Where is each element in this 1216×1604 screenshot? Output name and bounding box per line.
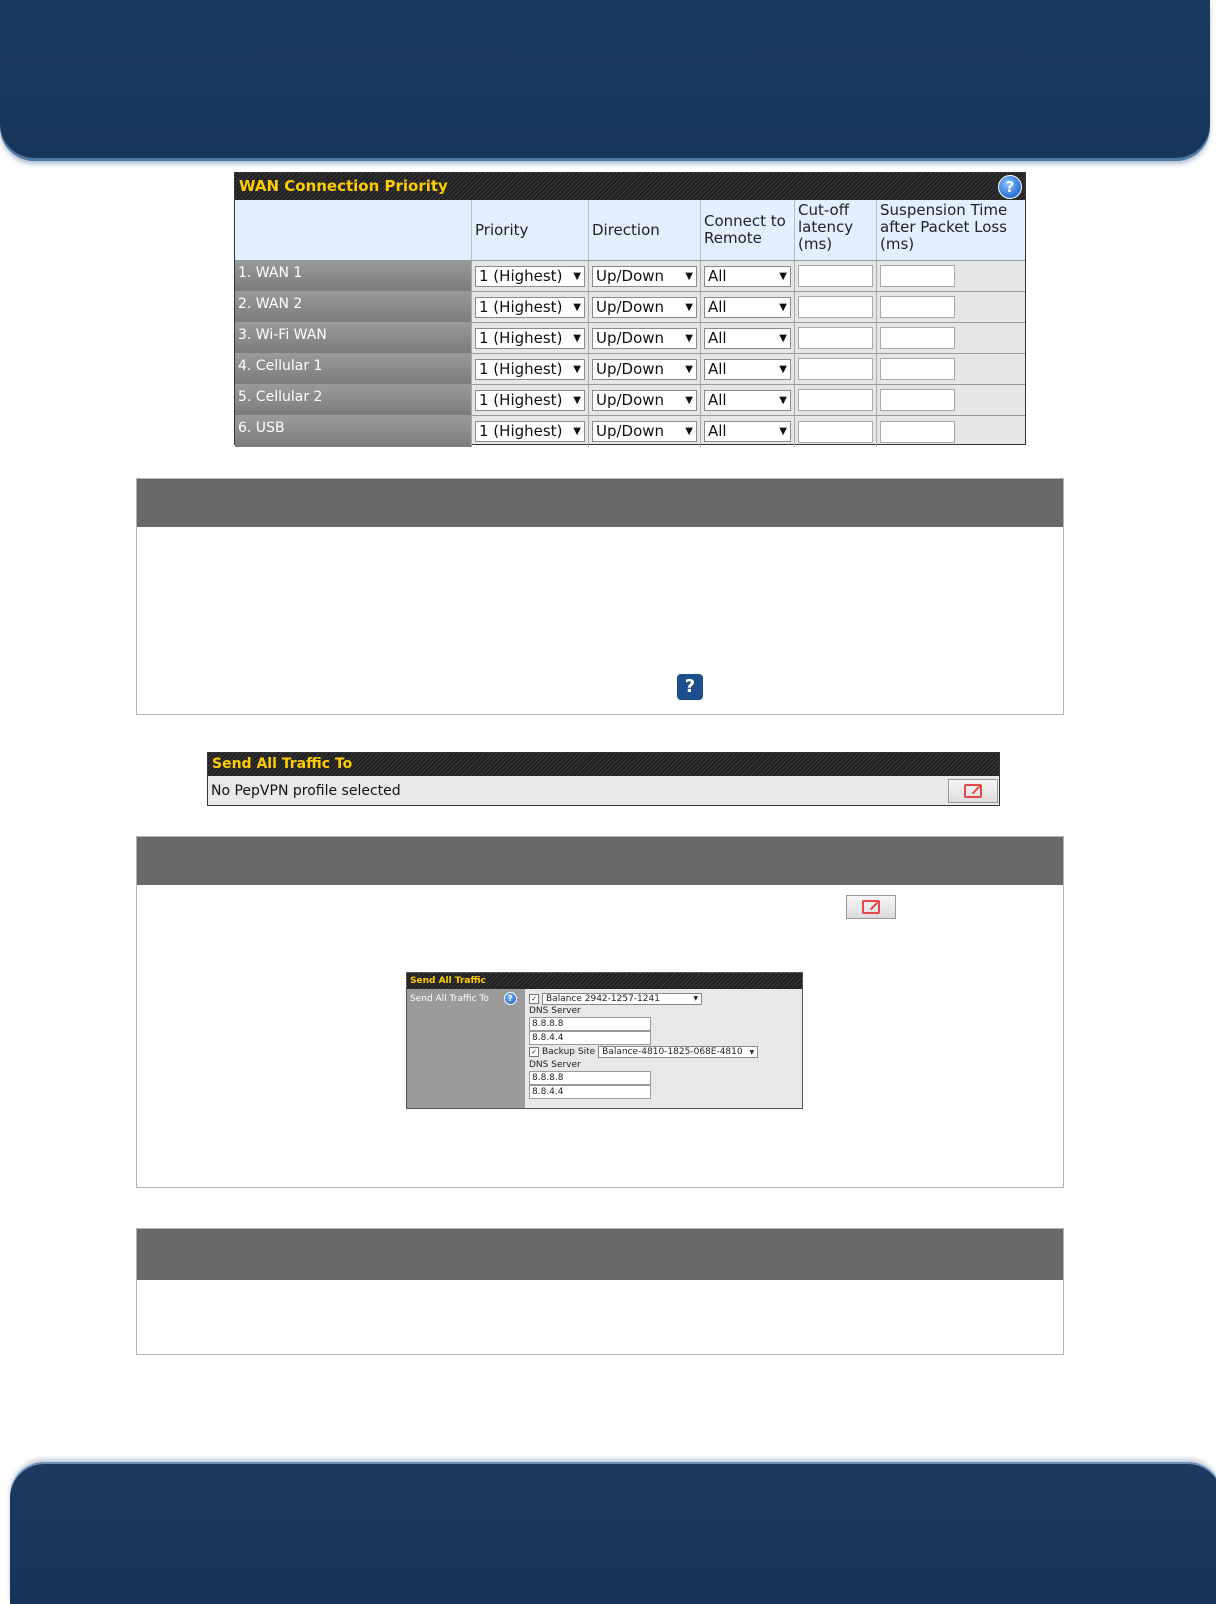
latency-input[interactable] (798, 296, 873, 318)
mini-backup-dns1: 8.8.8.8 (529, 1071, 651, 1085)
connect-select[interactable] (704, 328, 791, 349)
info-panel-1-header (137, 479, 1063, 527)
mini-title: Send All Traffic (407, 973, 802, 989)
latency-cell (794, 261, 876, 291)
column-header-latency: Cut-off latency (ms) (794, 200, 876, 260)
priority-select[interactable] (475, 297, 585, 318)
chevron-down-icon: ▼ (685, 301, 693, 313)
chevron-down-icon: ▼ (779, 301, 787, 313)
direction-select[interactable] (592, 359, 697, 380)
latency-input[interactable] (798, 327, 873, 349)
table-row (235, 416, 1025, 447)
latency-cell (794, 354, 876, 384)
chevron-down-icon: ▼ (573, 426, 581, 437)
chevron-down-icon: ▼ (779, 394, 787, 406)
info-panel-1 (136, 478, 1064, 715)
direction-value: Up/Down (596, 266, 665, 285)
column-header-direction: Direction (588, 200, 700, 260)
priority-cell (471, 292, 588, 322)
priority-cell (471, 261, 588, 291)
help-icon[interactable]: ? (998, 175, 1022, 199)
direction-select[interactable] (592, 421, 697, 442)
mini-backup-label: Backup Site (542, 1047, 596, 1057)
wan-priority-title-bar (235, 173, 1025, 200)
suspension-input[interactable] (880, 265, 955, 287)
suspension-cell (876, 323, 1025, 353)
priority-cell (471, 354, 588, 384)
chevron-down-icon: ▼ (779, 426, 787, 437)
direction-cell (588, 292, 700, 322)
chevron-down-icon: ▼ (573, 301, 581, 313)
connect-cell (700, 354, 794, 384)
column-header-name (235, 200, 471, 260)
latency-input[interactable] (798, 265, 873, 287)
mini-label-cell (407, 989, 525, 1108)
mini-dns-label: DNS Server (529, 1006, 581, 1016)
mini-profile-value: Balance 2942-1257-1241 (546, 993, 660, 1004)
chevron-down-icon: ▼ (693, 995, 698, 1002)
direction-value: Up/Down (596, 297, 665, 316)
check-icon: ✓ (529, 1047, 539, 1057)
wan-name: 3. Wi-Fi WAN (235, 323, 471, 353)
chevron-down-icon: ▼ (685, 270, 693, 282)
priority-value: 1 (Highest) (479, 328, 563, 347)
chevron-down-icon: ▼ (749, 1048, 755, 1056)
connect-select[interactable] (704, 266, 791, 287)
direction-cell (588, 323, 700, 353)
direction-value: Up/Down (596, 328, 665, 347)
chevron-down-icon: ▼ (685, 332, 693, 344)
connect-cell (700, 385, 794, 415)
priority-select[interactable] (475, 266, 585, 287)
edit-icon (862, 900, 880, 914)
direction-select[interactable] (592, 266, 697, 287)
direction-select[interactable] (592, 390, 697, 411)
latency-cell (794, 385, 876, 415)
wan-name: 5. Cellular 2 (235, 385, 471, 415)
mini-value-cell (526, 989, 802, 1108)
latency-input[interactable] (798, 358, 873, 380)
wan-name: 4. Cellular 1 (235, 354, 471, 384)
suspension-input[interactable] (880, 327, 955, 349)
priority-select[interactable] (475, 421, 585, 442)
priority-value: 1 (Highest) (479, 422, 563, 440)
priority-value: 1 (Highest) (479, 390, 563, 409)
direction-cell (588, 354, 700, 384)
table-row (235, 385, 1025, 416)
check-icon: ✓ (529, 994, 539, 1004)
chevron-down-icon: ▼ (779, 363, 787, 375)
connect-cell (700, 323, 794, 353)
priority-cell (471, 385, 588, 415)
latency-cell (794, 416, 876, 447)
suspension-cell (876, 416, 1025, 447)
chevron-down-icon: ▼ (685, 394, 693, 406)
chevron-down-icon: ▼ (573, 394, 581, 406)
connect-value: All (708, 390, 727, 409)
suspension-input[interactable] (880, 296, 955, 318)
direction-value: Up/Down (596, 359, 665, 378)
connect-select[interactable] (704, 297, 791, 318)
direction-cell (588, 385, 700, 415)
mini-backup-select (598, 1046, 758, 1058)
mini-dns1: 8.8.8.8 (529, 1017, 651, 1031)
suspension-cell (876, 385, 1025, 415)
help-icon: ? (504, 992, 517, 1005)
suspension-cell (876, 354, 1025, 384)
chevron-down-icon: ▼ (685, 426, 693, 437)
latency-cell (794, 323, 876, 353)
priority-value: 1 (Highest) (479, 297, 563, 316)
suspension-cell (876, 261, 1025, 291)
column-header-suspension: Suspension Time after Packet Loss (ms) (876, 200, 1025, 260)
connect-select[interactable] (704, 359, 791, 380)
bottom-banner (10, 1464, 1216, 1604)
suspension-input[interactable] (880, 421, 955, 443)
connect-cell (700, 292, 794, 322)
chevron-down-icon: ▼ (573, 332, 581, 344)
suspension-input[interactable] (880, 389, 955, 411)
send-all-traffic-panel (207, 752, 1000, 806)
table-row (235, 292, 1025, 323)
priority-select[interactable] (475, 328, 585, 349)
connect-value: All (708, 266, 727, 285)
info-panel-2-header (137, 837, 1063, 885)
direction-cell (588, 261, 700, 291)
wan-name: 1. WAN 1 (235, 261, 471, 291)
send-all-traffic-title: Send All Traffic To (208, 753, 999, 776)
edit-icon (964, 784, 982, 798)
connect-select[interactable] (704, 390, 791, 411)
wan-name: 6. USB (235, 416, 471, 447)
latency-cell (794, 292, 876, 322)
mini-backup-value: Balance-4810-1825-068E-4810 (602, 1047, 743, 1057)
connect-value: All (708, 359, 727, 378)
info-panel-3 (136, 1228, 1064, 1355)
wan-name: 2. WAN 2 (235, 292, 471, 322)
priority-cell (471, 323, 588, 353)
column-header-priority: Priority (471, 200, 588, 260)
suspension-cell (876, 292, 1025, 322)
connect-value: All (708, 328, 727, 347)
mini-backup-dns-label: DNS Server (529, 1060, 581, 1070)
help-icon[interactable]: ? (676, 673, 704, 701)
suspension-input[interactable] (880, 358, 955, 380)
direction-value: Up/Down (596, 422, 665, 440)
chevron-down-icon: ▼ (685, 363, 693, 375)
table-row (235, 354, 1025, 385)
connect-value: All (708, 422, 727, 440)
column-header-connect: Connect to Remote (700, 200, 794, 260)
wan-priority-title: WAN Connection Priority (239, 177, 448, 195)
wan-priority-panel (234, 172, 1026, 445)
priority-select[interactable] (475, 359, 585, 380)
connect-cell (700, 261, 794, 291)
chevron-down-icon: ▼ (573, 363, 581, 375)
info-panel-3-header (137, 1229, 1063, 1280)
priority-select[interactable] (475, 390, 585, 411)
send-all-traffic-row (208, 776, 999, 805)
top-banner (0, 0, 1210, 158)
latency-input[interactable] (798, 389, 873, 411)
mini-profile-select (542, 993, 702, 1005)
priority-value: 1 (Highest) (479, 359, 563, 378)
latency-input[interactable] (798, 421, 873, 443)
edit-button-example (846, 895, 896, 919)
direction-cell (588, 416, 700, 447)
send-all-traffic-value: No PepVPN profile selected (211, 782, 401, 799)
wan-priority-rows (235, 261, 1025, 447)
mini-dns2: 8.8.4.4 (529, 1031, 651, 1045)
connect-select[interactable] (704, 421, 791, 442)
chevron-down-icon: ▼ (573, 270, 581, 282)
connect-value: All (708, 297, 727, 316)
chevron-down-icon: ▼ (779, 270, 787, 282)
table-row (235, 261, 1025, 292)
direction-select[interactable] (592, 297, 697, 318)
wan-priority-header-row (235, 200, 1025, 261)
send-all-traffic-example (406, 972, 803, 1109)
direction-value: Up/Down (596, 390, 665, 409)
chevron-down-icon: ▼ (779, 332, 787, 344)
edit-button[interactable] (948, 779, 998, 803)
priority-cell (471, 416, 588, 447)
priority-value: 1 (Highest) (479, 266, 563, 285)
table-row (235, 323, 1025, 354)
mini-label: Send All Traffic To (410, 994, 489, 1004)
direction-select[interactable] (592, 328, 697, 349)
mini-backup-dns2: 8.8.4.4 (529, 1085, 651, 1099)
connect-cell (700, 416, 794, 447)
